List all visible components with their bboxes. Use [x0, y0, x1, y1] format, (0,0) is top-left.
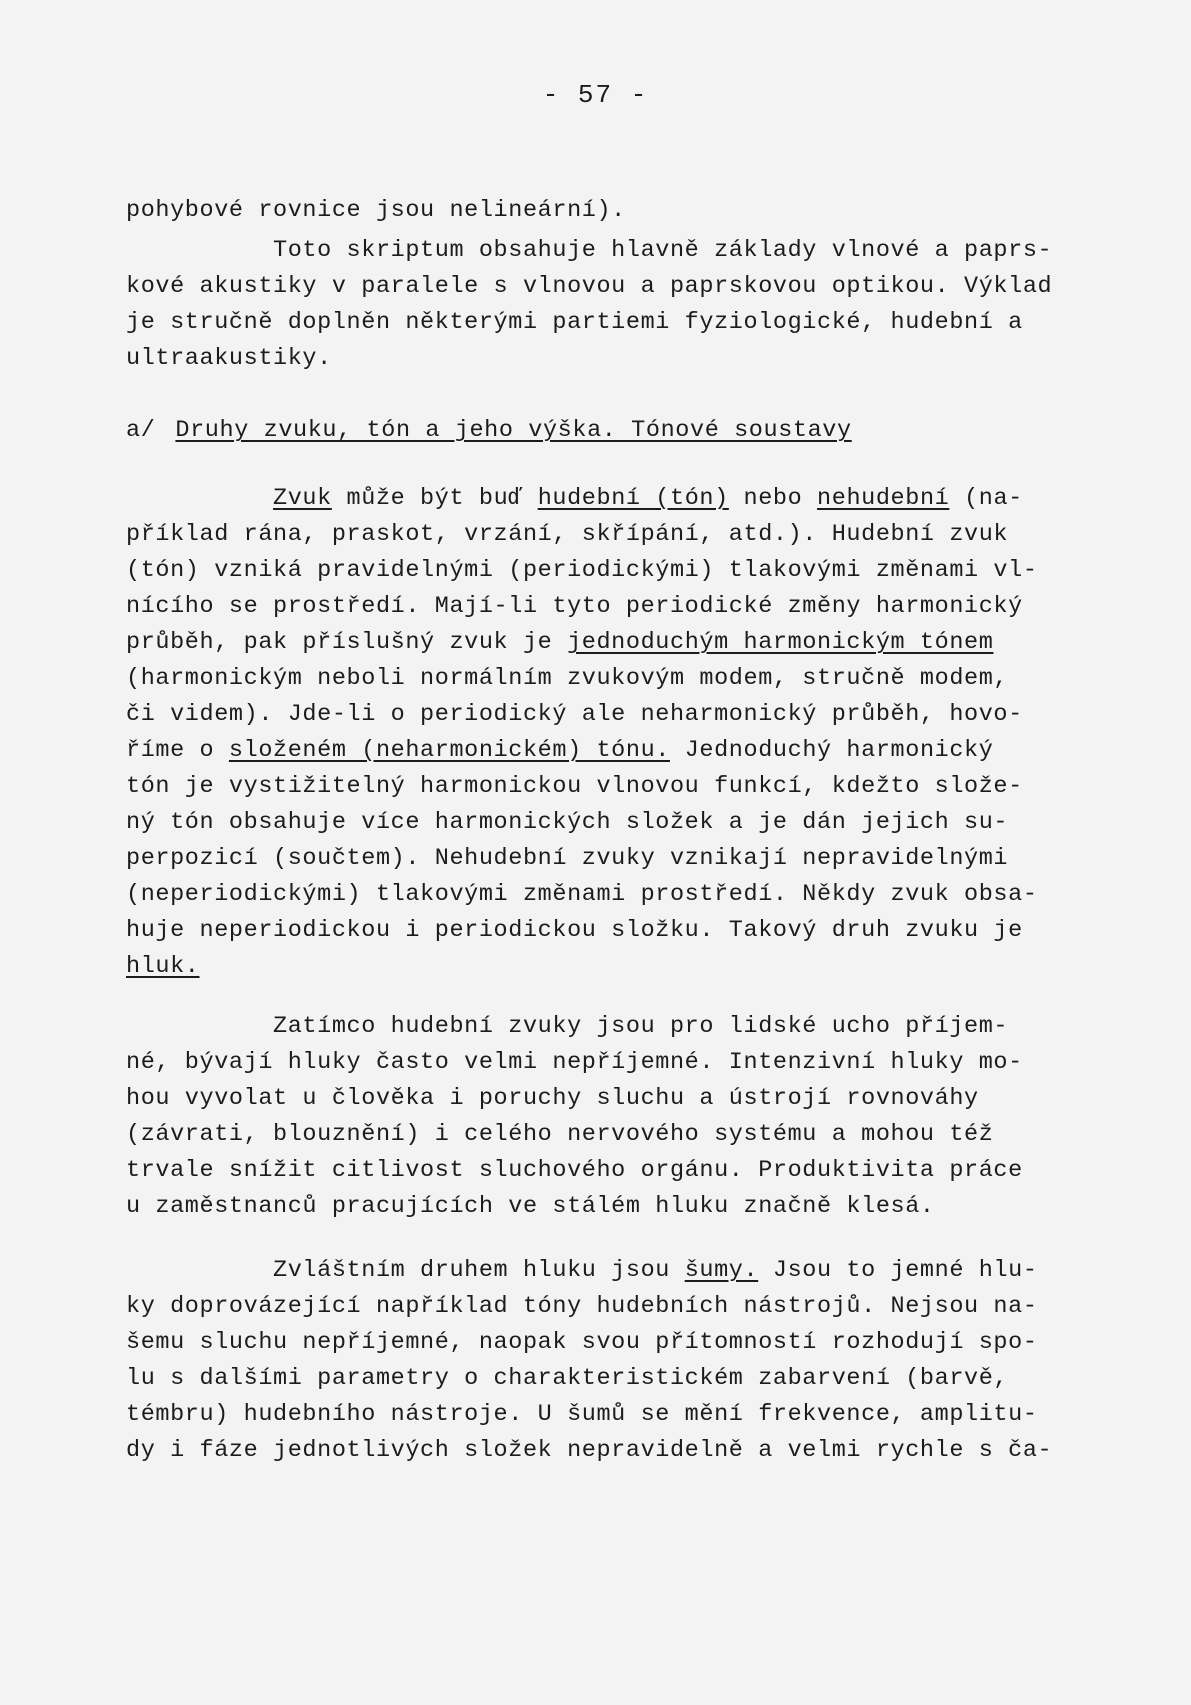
underlined-term: šumy. — [684, 1257, 759, 1284]
text-line: hou vyvolat u člověka i poruchy sluchu a ústrojí rovnováhy — [126, 1085, 979, 1112]
underlined-term: hudební (tón) — [537, 485, 729, 512]
text-line: tón je vystižitelný harmonickou vlnovou funkcí, kdežto slože- — [126, 773, 1023, 800]
text-line: (harmonickým neboli normálním zvukovým modem, stručně modem, — [126, 665, 1009, 692]
text-line: příklad rána, praskot, vrzání, skřípání, atd.). Hudební zvuk — [126, 521, 1009, 548]
text-line: šemu sluchu nepříjemné, naopak svou přítomností rozhodují spo- — [126, 1329, 1038, 1356]
section-label: a/ — [126, 417, 156, 444]
text-line: u zaměstnanců pracujících ve stálém hluku značně klesá. — [126, 1193, 935, 1220]
text-line: Zvláštním druhem hluku jsou šumy. Jsou to jemné hlu- — [126, 1257, 1038, 1284]
page-number: - 57 - — [542, 80, 649, 110]
text-line: ky doprovázející například tóny hudebních nástrojů. Nejsou na- — [126, 1293, 1038, 1320]
text-line — [126, 952, 1086, 982]
text-line: je stručně doplněn některými partiemi fyziologické, hudební a — [126, 309, 1023, 336]
section-heading — [126, 416, 1086, 446]
text-line: nícího se prostředí. Mají-li tyto periodické změny harmonický — [126, 593, 1023, 620]
text-line: témbru) hudebního nástroje. U šumů se mění frekvence, amplitu- — [126, 1401, 1038, 1428]
underlined-term: Zvuk — [273, 485, 332, 512]
underlined-term: složeném (neharmonickém) tónu. — [228, 737, 670, 764]
text-line: průběh, pak příslušný zvuk je jednoduchým harmonickým tónem — [126, 629, 994, 656]
underlined-term: hluk. — [126, 953, 200, 980]
underlined-term: jednoduchým harmonickým tónem — [567, 629, 994, 656]
text-line: či videm). Jde-li o periodický ale neharmonický průběh, hovo- — [126, 701, 1023, 728]
text-line: perpozicí (součtem). Nehudební zvuky vznikají nepravidelnými — [126, 845, 1009, 872]
section-title: Druhy zvuku, tón a jeho výška. Tónové soustavy — [175, 417, 852, 444]
text-line: říme o složeném (neharmonickém) tónu. Jednoduchý harmonický — [126, 737, 994, 764]
text-line: lu s dalšími parametry o charakteristickém zabarvení (barvě, — [126, 1365, 1009, 1392]
text-line: Zvuk může být buď hudební (tón) nebo nehudební (na- — [273, 485, 1023, 512]
text-line: Toto skriptum obsahuje hlavně základy vlnové a paprs- — [126, 237, 1053, 264]
text-line: huje neperiodickou i periodickou složku. Takový druh zvuku je — [126, 917, 1023, 944]
text-line: (závrati, blouznění) i celého nervového systému a mohou též — [126, 1121, 994, 1148]
text-line: né, bývají hluky často velmi nepříjemné. Intenzivní hluky mo- — [126, 1049, 1023, 1076]
text-line: trvale snížit citlivost sluchového orgánu. Produktivita práce — [126, 1157, 1023, 1184]
text-line: ultraakustiky. — [126, 345, 332, 372]
text-line: dy i fáze jednotlivých složek nepravidelně a velmi rychle s ča- — [126, 1437, 1053, 1464]
text-line: (tón) vzniká pravidelnými (periodickými) tlakovými změnami vl- — [126, 557, 1038, 584]
text-line: pohybové rovnice jsou nelineární). — [126, 197, 626, 224]
text-line: Zatímco hudební zvuky jsou pro lidské ucho příjem- — [126, 1013, 1009, 1040]
underlined-term: nehudební — [817, 485, 950, 512]
text-line: ný tón obsahuje více harmonických složek a je dán jejich su- — [126, 809, 1009, 836]
text-line: (neperiodickými) tlakovými změnami prostředí. Někdy zvuk obsa- — [126, 881, 1038, 908]
text-line: kové akustiky v paralele s vlnovou a paprskovou optikou. Výklad — [126, 273, 1053, 300]
